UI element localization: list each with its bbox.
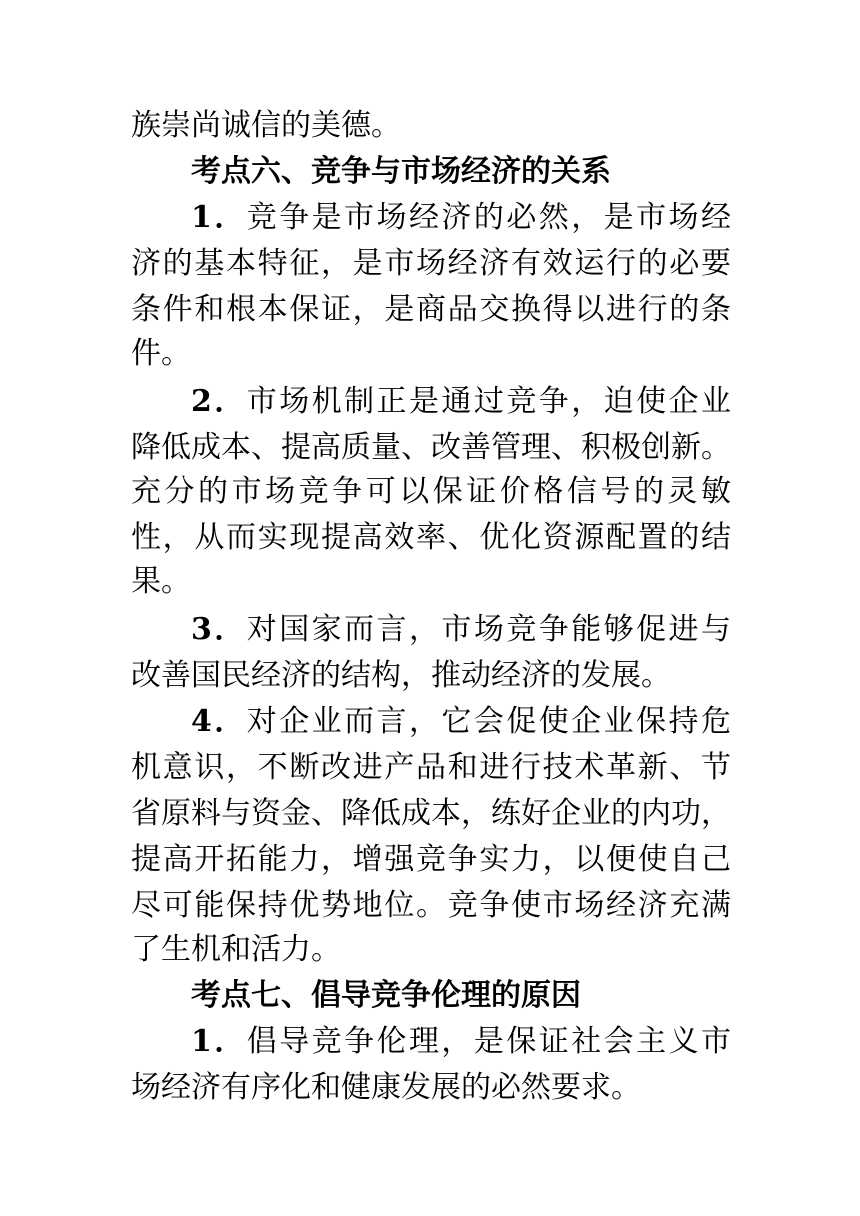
text-line: 1．竞争是市场经济的必然，是市场经 [191, 200, 731, 235]
section-heading: 考点六、竞争与市场经济的关系 [191, 154, 611, 189]
list-number: 3． [191, 612, 247, 647]
text-line: 果。 [131, 564, 191, 599]
text-line: 族崇尚诚信的美德。 [131, 108, 401, 143]
text-line: 性，从而实现提高效率、优化资源配置的结 [131, 520, 731, 555]
list-number: 1． [191, 1024, 247, 1059]
list-number: 4． [191, 704, 247, 739]
text-line: 机意识，不断改进产品和进行技术革新、节 [131, 750, 731, 785]
text-line: 场经济有序化和健康发展的必然要求。 [131, 1070, 641, 1105]
text-line: 2．市场机制正是通过竞争，迫使企业 [191, 384, 731, 419]
list-number: 2． [191, 384, 247, 419]
text-line: 尽可能保持优势地位。竞争使市场经济充满 [131, 888, 731, 923]
text-line: 提高开拓能力，增强竞争实力，以便使自己 [131, 842, 731, 877]
text-line: 了生机和活力。 [131, 932, 341, 967]
list-number: 1． [191, 200, 247, 235]
text-line: 充分的市场竞争可以保证价格信号的灵敏 [131, 474, 731, 509]
text-line: 降低成本、提高质量、改善管理、积极创新。 [131, 430, 731, 465]
text-line: 4．对企业而言，它会促使企业保持危 [191, 704, 731, 739]
text-line: 件。 [131, 336, 191, 371]
text-line: 济的基本特征，是市场经济有效运行的必要 [131, 246, 731, 281]
section-heading: 考点七、倡导竞争伦理的原因 [191, 978, 581, 1013]
text-line: 条件和根本保证，是商品交换得以进行的条 [131, 292, 731, 327]
text-line: 改善国民经济的结构，推动经济的发展。 [131, 658, 671, 693]
text-line: 1．倡导竞争伦理，是保证社会主义市 [191, 1024, 731, 1059]
text-line: 3．对国家而言，市场竞争能够促进与 [191, 612, 731, 647]
text-line: 省原料与资金、降低成本，练好企业的内功， [131, 796, 731, 831]
